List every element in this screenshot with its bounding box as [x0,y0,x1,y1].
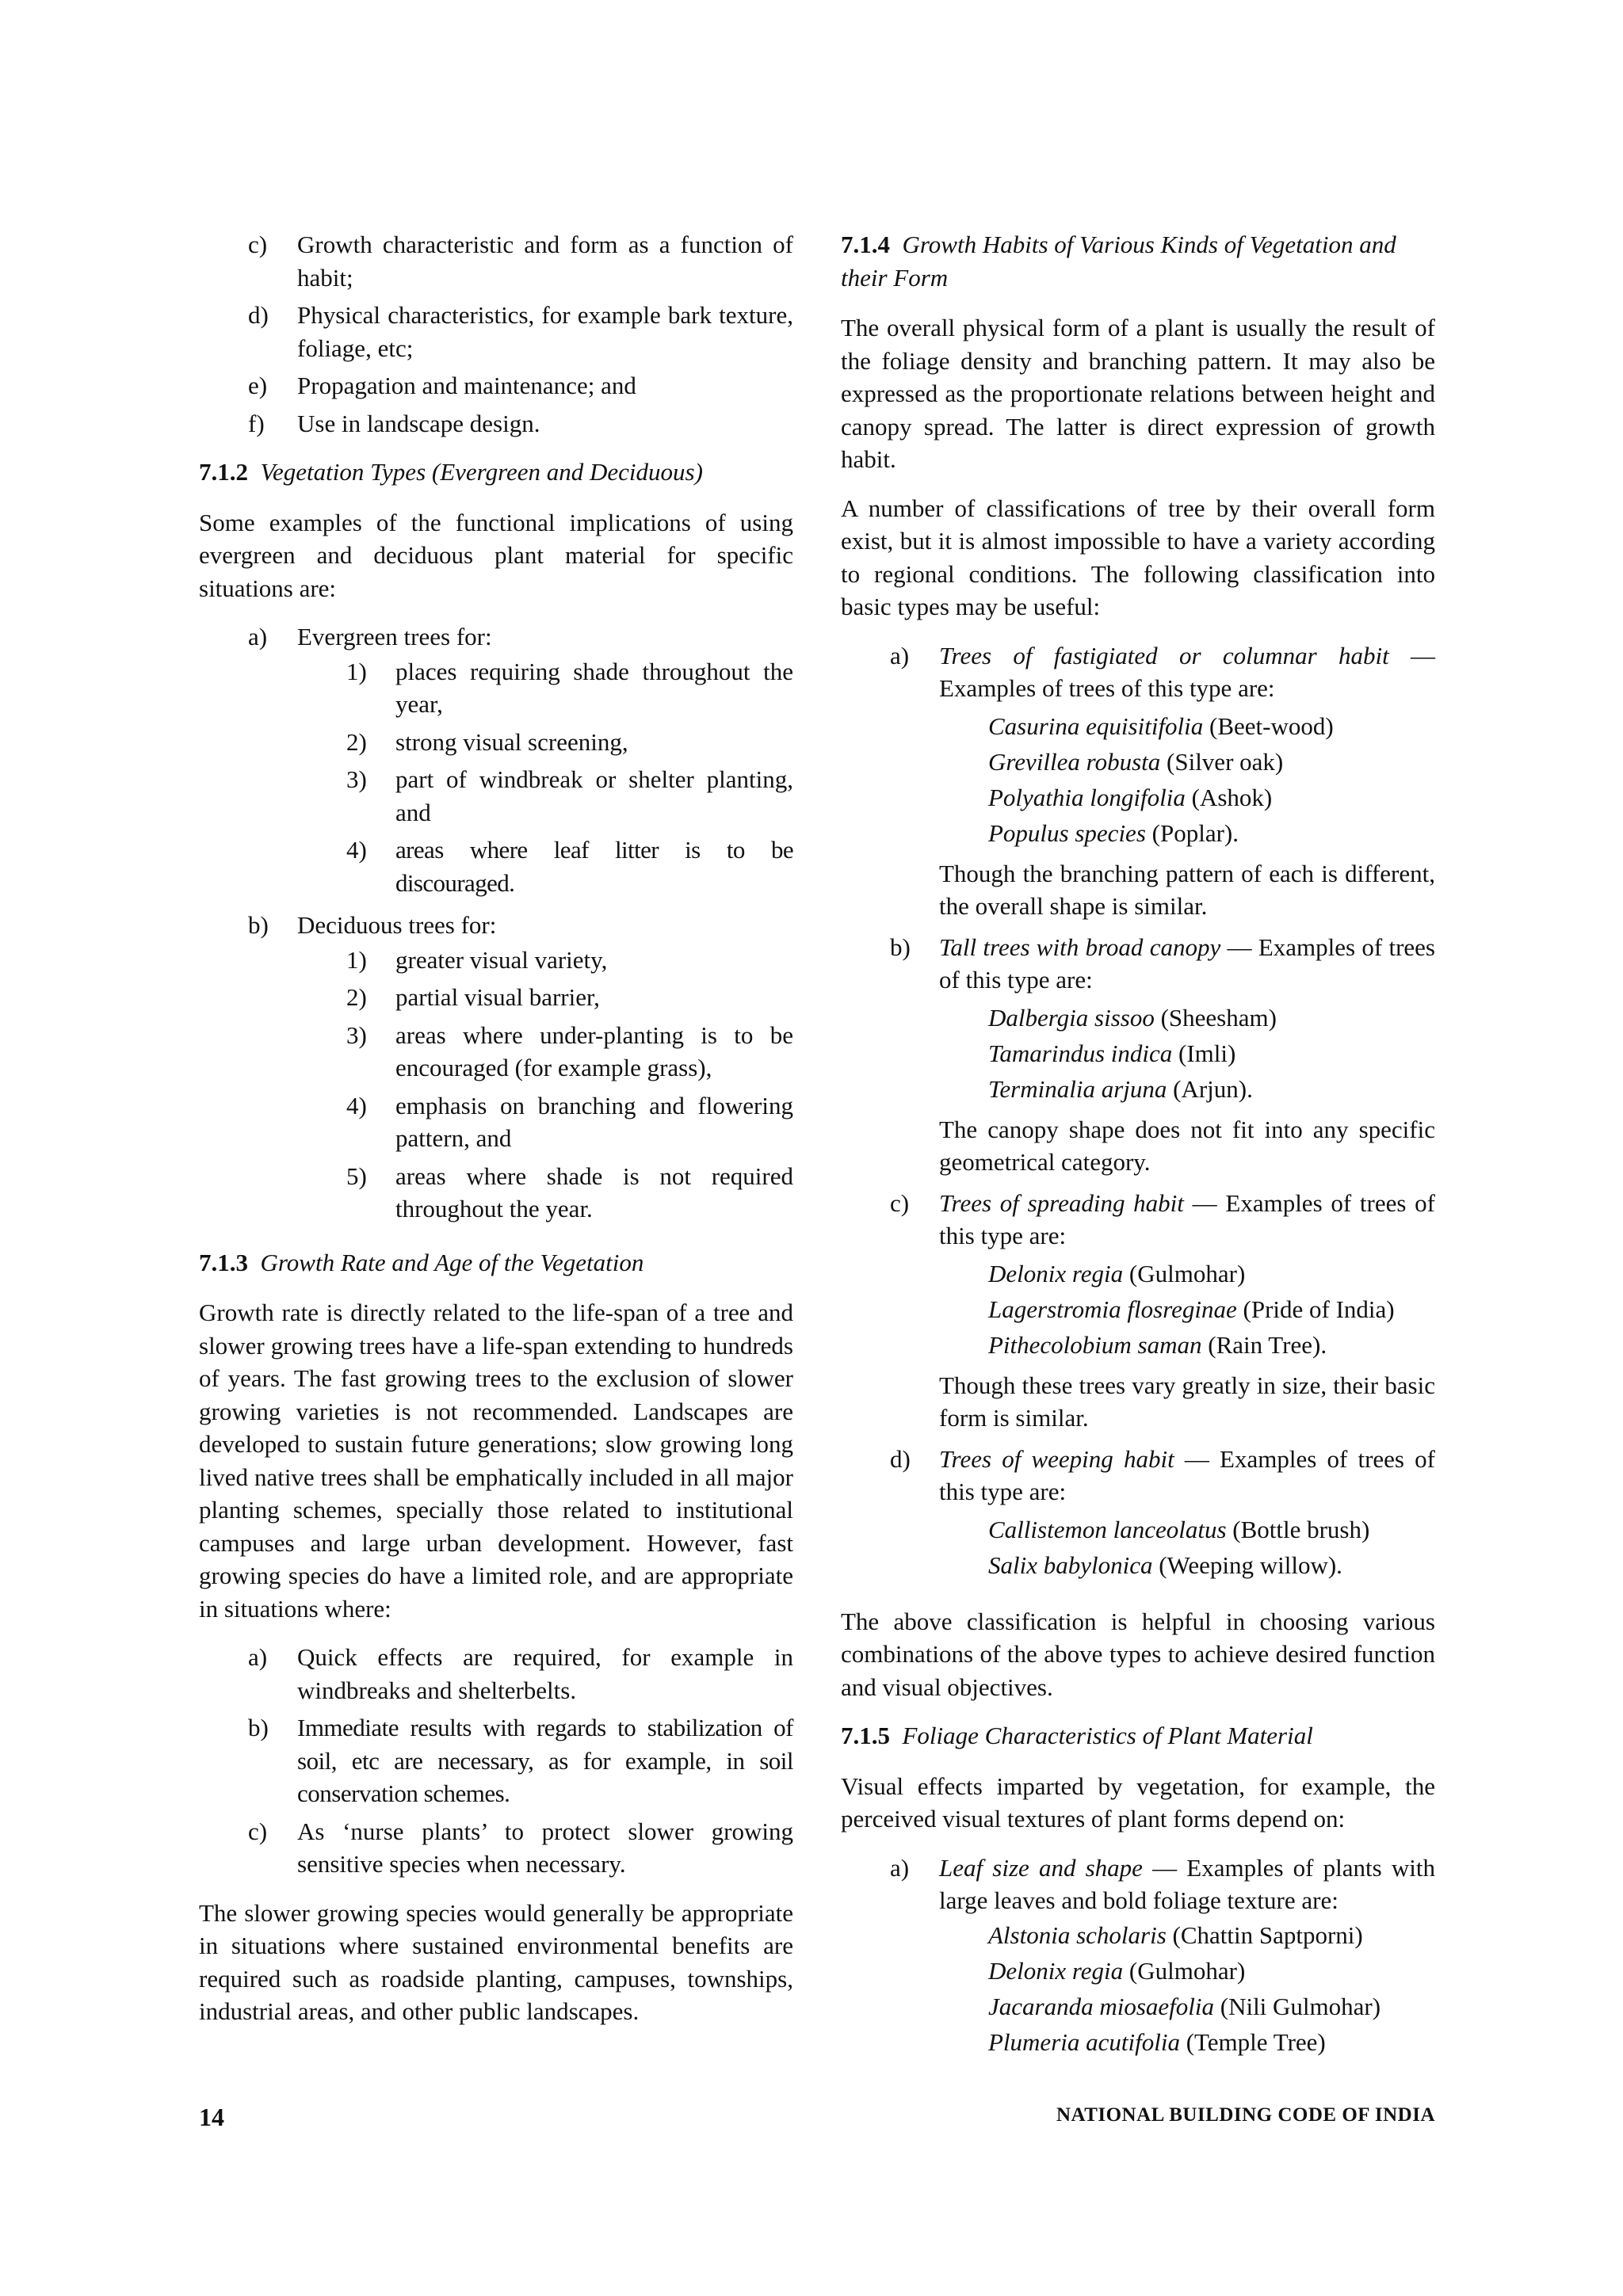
text-span: (Pride of India) [1236,1295,1395,1323]
text-span: part of windbreak or shelter planting, and [395,765,793,826]
text-span: Propagation and maintenance; and [297,372,636,399]
list-item [199,1711,793,1810]
paragraph: Visual effects imparted by vegetation, for example, the perceived visual textures of plant forms depend on: [841,1772,1435,1833]
text-span: (Weeping willow). [1152,1550,1342,1579]
text-span: (Nili Gulmohar) [1214,1992,1381,2020]
page-number: 14 [199,2103,224,2131]
species-item [988,708,1435,744]
sub-list-item [297,655,793,721]
paragraph: Growth rate is directly related to the life-span of a tree and slower growing trees have a life-span extending to hundreds of years. The fast growing trees to the exclusion of slower growing varieties is not recommended. Landscapes are developed to sustain future generations; slow growing long lived native trees shall be emphatically included in all major planting schemes, specially those related to institutional campuses and large urban development. However, fast growing species do have a limited role, and are appropriate in situations where: [199,1299,793,1623]
species-item [988,1953,1435,1989]
text-span: Quick effects are required, for example in windbreaks and shelterbelts. [297,1643,793,1704]
text-span: (Beet-wood) [1203,711,1334,740]
habit-note: Though the branching pattern of each is different, the overall shape is similar. [939,859,1435,920]
text-span: 4) [346,836,367,864]
foliage-list [841,1852,1435,2066]
text-span: Terminalia arjuna [988,1074,1167,1103]
text-span: Dalbergia sissoo [988,1003,1155,1032]
paragraph: Some examples of the functional implications of using evergreen and deciduous plant material for specific situations are: [199,508,793,602]
text-span: 3) [346,1020,367,1049]
list-item [841,1187,1435,1438]
text-span: Alstonia scholaris [988,1920,1167,1949]
text-span: greater visual variety, [395,945,608,974]
species-item [988,780,1435,815]
text-span: areas where shade is not required throughout the year. [395,1161,793,1222]
text-span: Trees of weeping habit [939,1444,1174,1473]
text-span: Populus species [988,818,1146,847]
text-span: areas where under-planting is to be encouraged (for example grass), [395,1020,793,1081]
text-span: (Temple Tree) [1179,2027,1326,2056]
species-item [988,1917,1435,1953]
species-list [988,1256,1435,1363]
text-span: — Examples of plants with large leaves and bold foliage texture are: [939,1853,1435,1914]
list-item [199,228,793,294]
text-span: 2) [346,983,367,1011]
text-span: 7.1.4 [841,231,890,258]
text-span: Lagerstromia flosreginae [988,1295,1237,1323]
text-span: (Gulmohar) [1123,1956,1246,1985]
species-item [988,1327,1435,1363]
sub-list-item [297,1089,793,1155]
text-span: 4) [346,1091,367,1119]
text-span: Growth Habits of Various Kinds of Vegetation and their Form [841,231,1396,292]
text-span: Foliage Characteristics of Plant Material [902,1722,1313,1749]
text-span: 7.1.3 [199,1248,248,1276]
sub-list-item [297,1019,793,1085]
text-span: Use in landscape design. [297,409,540,437]
text-span: b) [248,911,269,939]
text-span: Vegetation Types (Evergreen and Deciduous) [260,458,703,486]
text-span: d) [248,301,269,329]
text-span: Tall trees with broad canopy [939,933,1221,961]
sub-list [297,944,793,1226]
text-span: Immediate results with regards to stabilization of soil, etc are necessary, as for example, in soil conservation schemes. [297,1714,793,1807]
species-list [988,708,1435,851]
habit-note: Though these trees vary greatly in size, their basic form is similar. [939,1371,1435,1432]
list-item [199,620,793,904]
fast-growing-list [199,1641,793,1881]
list-item [199,909,793,1230]
list-item [841,1443,1435,1589]
criteria-list [199,228,793,440]
sub-list-item [297,1160,793,1226]
sub-list-item [297,944,793,977]
text-span: 7.1.5 [841,1722,890,1749]
text-span: Physical characteristics, for example bark texture, foliage, etc; [297,301,793,362]
section-heading-7-1-2 [199,456,793,489]
text-span: 2) [346,727,367,756]
text-span: Evergreen trees for: [297,623,492,650]
text-span: (Bottle brush) [1226,1515,1370,1543]
page-footer [199,2103,1435,2134]
list-item [841,1852,1435,2066]
vegetation-types-list [199,620,793,1230]
section-heading-7-1-5 [841,1719,1435,1753]
text-span: Deciduous trees for: [297,911,497,939]
text-span: 7.1.2 [199,458,248,486]
species-list [988,1512,1435,1583]
list-item [841,931,1435,1182]
sub-list [297,655,793,900]
species-list [988,1917,1435,2060]
sub-list-item [297,833,793,899]
text-span: a) [248,1643,268,1671]
list-item [841,639,1435,926]
text-span: a) [890,1853,910,1882]
text-span: f) [248,409,265,437]
text-span: Trees of spreading habit [939,1188,1184,1217]
paragraph: The above classification is helpful in choosing various combinations of the above types to achieve desired function and visual objectives. [841,1607,1435,1701]
text-span: — Examples of trees of this type are: [939,1188,1435,1249]
text-span: a) [248,623,268,650]
text-span: 5) [346,1161,367,1190]
text-span: Jacaranda miosaefolia [988,1992,1214,2020]
text-span: areas where leaf litter is to be discouraged. [395,836,793,897]
text-span: Trees of fastigiated or columnar habit [939,641,1389,669]
text-span: c) [890,1188,910,1217]
footer-title: NATIONAL BUILDING CODE OF INDIA [1056,2104,1435,2126]
species-item [988,1000,1435,1035]
text-span: 3) [346,765,367,793]
text-span: d) [890,1444,911,1473]
species-item [988,1512,1435,1547]
text-span: b) [890,933,911,961]
text-span: (Arjun). [1167,1074,1253,1103]
species-list [988,1000,1435,1107]
text-span: c) [248,1817,268,1845]
list-item [199,407,793,441]
text-span: Grevillea robusta [988,747,1161,776]
text-span: (Gulmohar) [1123,1259,1246,1287]
text-span: Growth Rate and Age of the Vegetation [260,1248,644,1276]
text-span: Pithecolobium saman [988,1330,1202,1359]
paragraph: A number of classifications of tree by their overall form exist, but it is almost impossible to have a variety according to regional conditions. The following classification into basic types may be useful: [841,494,1435,620]
text-span: strong visual screening, [395,727,628,756]
text-span: Casurina equisitifolia [988,711,1204,740]
species-item [988,1547,1435,1583]
text-span: (Poplar). [1145,818,1239,847]
list-item [199,1815,793,1881]
text-span: partial visual barrier, [395,983,600,1011]
text-span: (Chattin Saptporni) [1166,1920,1363,1949]
species-item [988,1035,1435,1071]
text-span: (Rain Tree). [1201,1330,1327,1359]
text-span: As ‘nurse plants’ to protect slower growing sensitive species when necessary. [297,1817,793,1878]
text-span: places requiring shade throughout the year, [395,657,793,718]
text-span: (Ashok) [1185,783,1273,811]
text-span: — Examples of trees of this type are: [939,1444,1435,1505]
text-span: 1) [346,945,367,974]
section-heading-7-1-4 [841,228,1435,294]
right-column [841,228,1435,2082]
text-span: Callistemon lanceolatus [988,1515,1227,1543]
text-span: a) [890,641,910,669]
text-span: 1) [346,657,367,685]
species-item [988,1291,1435,1327]
habit-note: The canopy shape does not fit into any specific geometrical category. [939,1115,1435,1176]
species-item [988,1071,1435,1107]
list-item [199,299,793,364]
text-span: Leaf size and shape [939,1853,1143,1882]
text-span: Salix babylonica [988,1550,1153,1579]
section-heading-7-1-3 [199,1246,793,1280]
species-item [988,815,1435,851]
species-item [988,1256,1435,1291]
list-item [199,369,793,402]
text-span: emphasis on branching and flowering pattern, and [395,1091,793,1152]
paragraph: The overall physical form of a plant is usually the result of the foliage density and branching pattern. It may also be expressed as the proportionate relations between height and canopy spread. The latter is direct expression of growth habit. [841,314,1435,473]
left-column [199,228,793,2028]
paragraph: The slower growing species would generally be appropriate in situations where sustained environmental benefits are required such as roadside planting, campuses, townships, industrial areas, and other public landscapes. [199,1898,793,2025]
text-span: (Silver oak) [1160,747,1284,776]
text-span: Delonix regia [988,1956,1124,1985]
text-span: Tamarindus indica [988,1039,1173,1067]
text-span: c) [248,231,268,258]
text-span: b) [248,1714,269,1741]
text-span: Delonix regia [988,1259,1124,1287]
species-item [988,744,1435,780]
text-span: Plumeria acutifolia [988,2027,1180,2056]
text-span: Growth characteristic and form as a function of habit; [297,231,793,292]
species-item [988,2024,1435,2060]
text-span: Polyathia longifolia [988,783,1186,811]
text-span: (Imli) [1172,1039,1236,1067]
sub-list-item [297,726,793,759]
growth-habit-list [841,639,1435,1589]
text-span: — Examples of trees of this type are: [939,933,1435,994]
text-span: — Examples of trees of this type are: [939,641,1436,702]
list-item [199,1641,793,1707]
text-span: (Sheesham) [1154,1003,1277,1032]
species-item [988,1989,1435,2024]
text-span: e) [248,372,268,399]
sub-list-item [297,981,793,1014]
sub-list-item [297,763,793,829]
